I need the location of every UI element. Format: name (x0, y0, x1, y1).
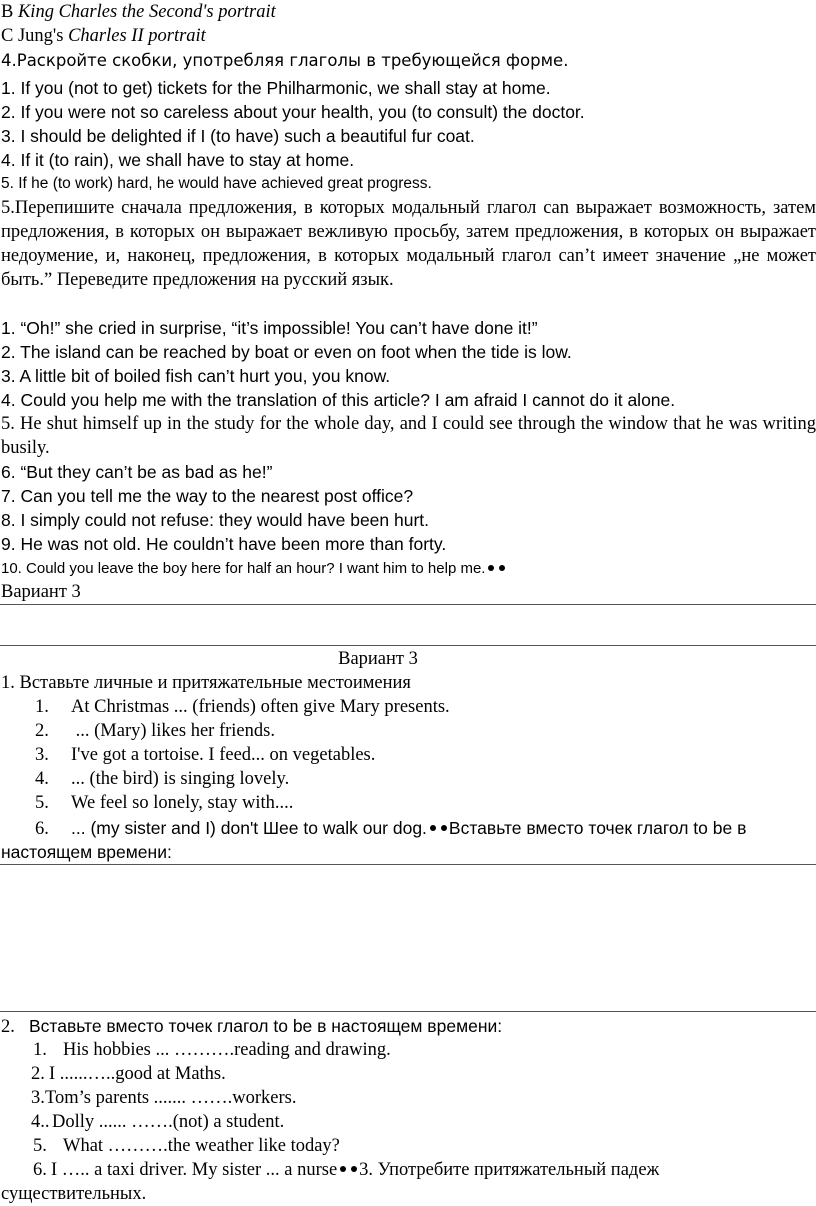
task5-item-7: 7. Can you tell me the way to the nearest post office? (1, 486, 414, 506)
section1-item-3 (35, 743, 375, 767)
item-number: 1. (35, 697, 49, 717)
task5-item-6: 6. “But they can’t be as bad as he!” (1, 462, 273, 482)
item-number: 6. (33, 1160, 47, 1180)
task4-item-5: 5. If he (to work) hard, he would have achieved great progress. (1, 175, 432, 192)
task5-item-1: 1. “Oh!” she cried in surprise, “it’s impossible! You can’t have done it!” (1, 318, 538, 338)
bullet-icon (499, 565, 505, 571)
task5-item-10-line (1, 557, 507, 581)
section1-item-5 (35, 791, 293, 815)
task5-item-8: 8. I simply could not refuse: they would have been hurt. (1, 510, 430, 530)
item-text: At Christmas ... (friends) often give Mary presents. (71, 697, 450, 717)
item-text: I ......…..good at Maths. (49, 1064, 226, 1084)
section1-item-2 (35, 719, 275, 743)
item-number: 3. (31, 1088, 45, 1108)
section1-heading: 1. Вставьте личные и притяжательные местоимения (1, 673, 411, 693)
task4-item-1: 1. If you (not to get) tickets for the Philharmonic, we shall stay at home. (1, 78, 551, 98)
item-number: 5. (33, 1136, 47, 1156)
divider (0, 864, 816, 865)
bullet-icon (488, 565, 494, 571)
section1-item-6 (35, 816, 746, 841)
item-number: 5. (35, 793, 49, 813)
variant-label-left: Вариант 3 (1, 582, 81, 602)
section2-heading-line (1, 1014, 502, 1039)
variant-title: Вариант 3 (338, 649, 418, 669)
item-number: 2. (31, 1064, 45, 1084)
section2-item-1 (33, 1038, 391, 1062)
trailing-heading-first: 3. Употребите притяжательный падеж (359, 1160, 660, 1180)
section2-heading-number: 2. (1, 1017, 15, 1037)
task4-item-2: 2. If you were not so careless about your health, you (to consult) the doctor. (1, 102, 585, 122)
item-number: 6. (35, 819, 49, 839)
section2-heading: Вставьте вместо точек глагол to be в настоящем времени: (29, 1016, 503, 1036)
task4-item-4: 4. If it (to rain), we shall have to stay at home. (1, 150, 355, 170)
item-number: 3. (35, 745, 49, 765)
section2-item-6 (33, 1158, 659, 1182)
task5-item-10: 10. Could you leave the boy here for half an hour? I want him to help me. (1, 560, 486, 577)
variant-b-prefix: B (1, 2, 18, 22)
item-number: 1. (33, 1040, 47, 1060)
item-number: 2. (35, 721, 49, 741)
trailing-heading-rest: существительных. (1, 1184, 147, 1204)
task5-item-4: 4. Could you help me with the translation of this article? I am afraid I cannot do it alone. (1, 390, 676, 410)
task5-heading: 5.Перепишите сначала предложения, в которых модальный глагол can выражает возможность, затем предложения, в которых он выражает вежливую просьбу, затем предложения, в которых он выражает недоумение, и, наконец, предложения, в которых модальный глагол can’t имеет значение „не может быть.” Переведите предложения на русский язык. (1, 198, 816, 290)
item-text: ... (Mary) likes her friends. (71, 721, 275, 741)
item-text: ... (the bird) is singing lovely. (71, 769, 290, 789)
bullet-icon (340, 1166, 346, 1172)
bullet-icon (441, 825, 447, 831)
section2-item-4 (31, 1110, 284, 1134)
item-text: I ….. a taxi driver. My sister ... a nurse (51, 1160, 338, 1180)
task5-item-2: 2. The island can be reached by boat or even on foot when the tide is low. (1, 342, 572, 362)
task5-item-9: 9. He was not old. He couldn’t have been more than forty. (1, 534, 447, 554)
item-text: His hobbies ... ……….reading and drawing. (63, 1040, 391, 1060)
divider (0, 645, 816, 646)
task5-item-3: 3. A little bit of boiled fish can’t hurt you, you know. (1, 366, 391, 386)
variant-b-title: King Charles the Second's portrait (17, 2, 276, 22)
task4-heading: 4.Раскройте скобки, употребляя глаголы в требующейся форме. (1, 51, 569, 70)
section2-item-2 (31, 1062, 226, 1086)
item-text: Dolly ...... …….(not) a student. (52, 1112, 285, 1132)
variant-c-prefix: C Jung's (1, 26, 69, 46)
section1-item-1 (35, 695, 450, 719)
item-number: 4. (35, 769, 49, 789)
divider (0, 604, 816, 605)
inline-heading-rest: настоящем времени: (1, 842, 172, 862)
bullet-icon (351, 1166, 357, 1172)
variant-c-title: Charles II portrait (68, 26, 206, 46)
variant-b-line (1, 0, 276, 24)
item-text: Tom’s parents ....... …….workers. (45, 1088, 297, 1108)
section2-item-3 (31, 1086, 297, 1110)
task4-item-3: 3. I should be delighted if I (to have) such a beautiful fur coat. (1, 126, 475, 146)
item-text: ... (my sister and I) don't Шее to walk our dog. (71, 818, 427, 838)
section1-item-4 (35, 767, 289, 791)
task5-item-5: 5. He shut himself up in the study for the whole day, and I could see through the window that he was writing busily. (1, 414, 816, 458)
divider (0, 1011, 816, 1012)
item-text: I've got a tortoise. I feed... on vegetables. (71, 745, 376, 765)
section2-item-5 (33, 1134, 340, 1158)
variant-c-line (1, 24, 206, 48)
item-text: What ……….the weather like today? (63, 1136, 340, 1156)
bullet-icon (430, 825, 436, 831)
item-text: We feel so lonely, stay with.... (71, 793, 294, 813)
inline-heading-first: Вставьте вместо точек глагол to be в (448, 818, 747, 838)
item-number: 4.. (31, 1112, 50, 1132)
